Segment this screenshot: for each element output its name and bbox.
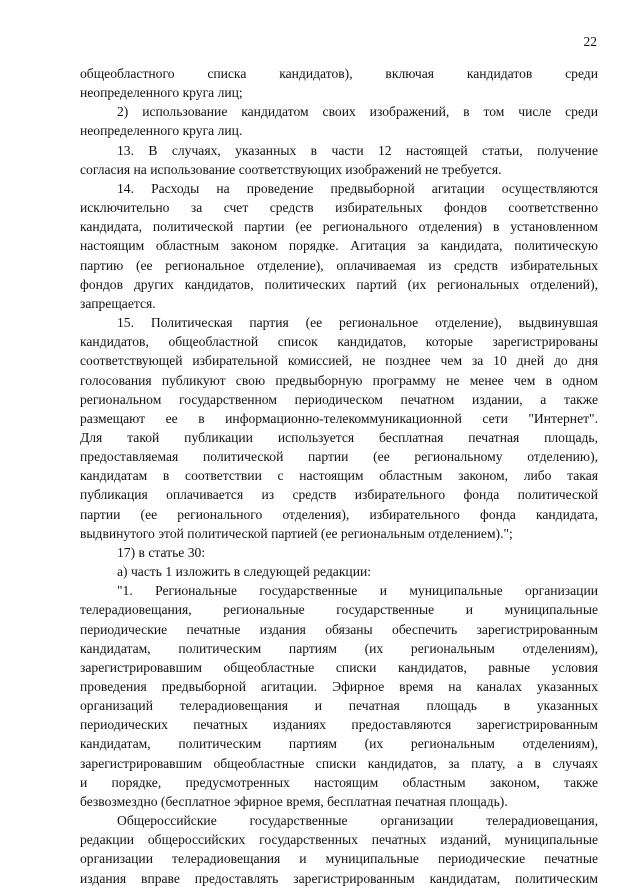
text-line: "1. Региональные государственные и муниципальные организации <box>117 583 598 599</box>
text-line: согласия на использование соответствующих изображений не требуется. <box>80 161 502 177</box>
paragraph <box>80 141 598 179</box>
text-line: 13. В случаях, указанных в части 12 настоящей статьи, получение <box>117 142 598 158</box>
text-line: голосования публикуют свою предвыборную программу не менее чем в одном <box>80 372 598 388</box>
text-line: неопределенного круга лиц; <box>80 85 243 101</box>
paragraph <box>80 313 598 543</box>
paragraph <box>80 581 598 811</box>
text-line: размещают ее в информационно-телекоммуникационной сети "Интернет". <box>80 410 598 426</box>
text-line: предоставляемая политической партии (ее региональному отделению), <box>80 449 598 465</box>
text-line: кандидата, политической партии (ее регионального отделения) в установленном <box>80 219 598 235</box>
text-line: а) часть 1 изложить в следующей редакции: <box>117 564 372 580</box>
text-line: настоящим областным законом порядке. Агитация за кандидата, политическую <box>80 238 598 254</box>
page-number: 22 <box>583 34 597 49</box>
text-line: партии (ее регионального отделения), избирательного фонда кандидата, <box>80 506 598 522</box>
paragraph <box>80 811 598 888</box>
document-body <box>80 64 598 888</box>
text-line: и порядке, предусмотренных настоящим областным законом, также <box>80 774 598 790</box>
text-line: 15. Политическая партия (ее региональное отделение), выдвинувшая <box>117 315 598 331</box>
text-line: неопределенного круга лиц. <box>80 123 243 139</box>
text-line: Для такой публикации используется бесплатная печатная площадь, <box>80 429 598 445</box>
paragraph <box>80 179 598 313</box>
text-line: издания вправе предоставлять зарегистрированным кандидатам, политическим <box>80 870 598 886</box>
paragraph <box>80 543 598 562</box>
paragraph <box>80 102 598 140</box>
text-line: организации телерадиовещания и муниципальные периодические печатные <box>80 851 598 867</box>
text-line: зарегистрировавшим общеобластные списки кандидатов, равные условия <box>80 659 598 675</box>
paragraph <box>80 562 598 581</box>
text-line: запрещается. <box>80 295 156 311</box>
text-line: кандидатам, политическим партиям (их региональным отделениям), <box>80 640 598 656</box>
text-line: общеобластного списка кандидатов), включая кандидатов среди <box>80 66 598 81</box>
text-line: кандидатов, общеобластной список кандидатов, которые зарегистрированы <box>80 334 598 350</box>
text-line: 17) в статье 30: <box>117 544 206 560</box>
text-line: проведения предвыборной агитации. Эфирное время на каналах указанных <box>80 679 598 694</box>
text-line: редакции общероссийских государственных печатных изданий, муниципальные <box>80 832 598 848</box>
text-line: фондов других кандидатов, политических партий (их региональных отделений), <box>80 276 598 292</box>
text-line: Общероссийские государственные организации телерадиовещания, <box>117 813 598 829</box>
text-line: зарегистрировавшим общеобластные списки кандидатов, за плату, а в случаях <box>80 755 598 771</box>
text-line: соответствующей избирательной комиссией, не позднее чем за 10 дней до дня <box>80 353 598 369</box>
text-line: исключительно за счет средств избирательных фондов соответственно <box>80 200 598 216</box>
text-line: 14. Расходы на проведение предвыборной агитации осуществляются <box>117 180 598 196</box>
text-line: телерадиовещания, региональные государственные и муниципальные <box>80 602 598 618</box>
paragraph <box>80 64 598 102</box>
text-line: кандидатам, политическим партиям (их региональным отделениям), <box>80 736 598 752</box>
text-line: 2) использование кандидатом своих изображений, в том числе среди <box>117 104 598 120</box>
text-line: выдвинутого этой политической партией (ее региональным отделением)."; <box>80 525 513 541</box>
text-line: периодические печатные издания обязаны обеспечить зарегистрированным <box>80 621 598 637</box>
text-line: организаций телерадиовещания и печатная площадь в указанных <box>80 698 598 714</box>
text-line: партию (ее региональное отделение), оплачиваемая из средств избирательных <box>80 257 598 273</box>
text-line: кандидатам в соответствии с настоящим областным законом, либо такая <box>80 468 598 484</box>
text-line: периодических печатных изданиях предоставляются зарегистрированным <box>80 717 598 733</box>
text-line: безвозмездно (бесплатное эфирное время, бесплатная печатная площадь). <box>80 793 508 809</box>
text-line: региональном государственном периодическом печатном издании, а также <box>80 391 598 407</box>
text-line: публикация оплачивается из средств избирательного фонда политической <box>80 487 598 503</box>
